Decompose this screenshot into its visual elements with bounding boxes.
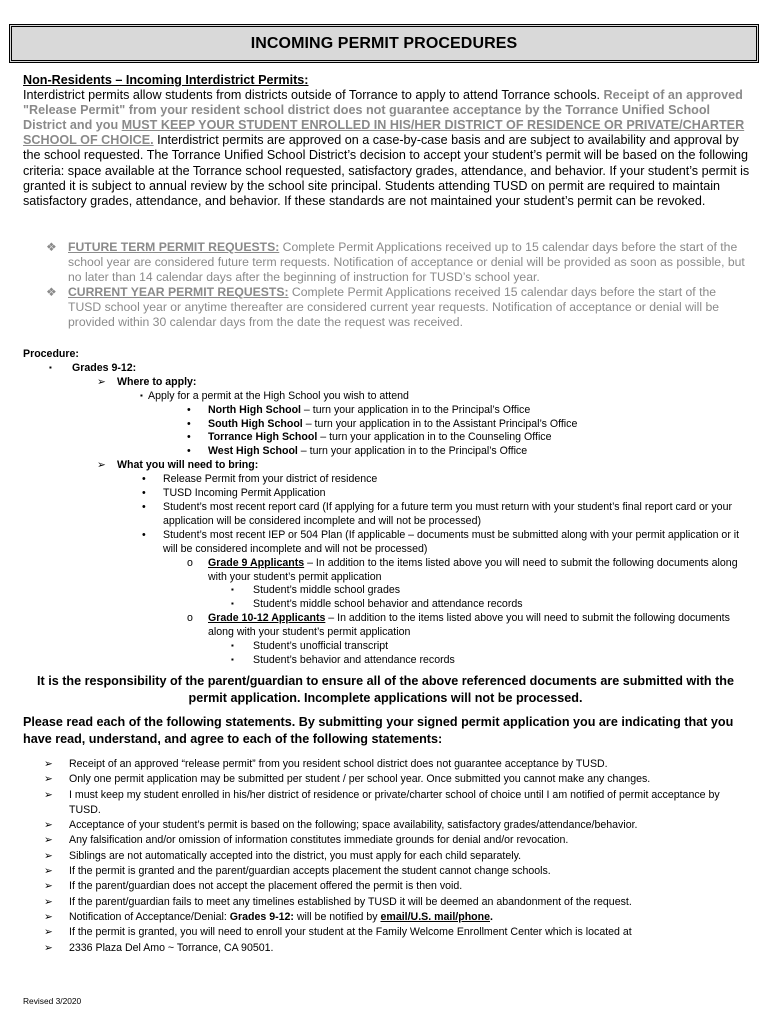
statement bbox=[23, 772, 753, 787]
intro-heading: Non-Residents – Incoming Interdistrict Permits: bbox=[23, 73, 309, 87]
school-west bbox=[23, 445, 753, 459]
bring-row bbox=[23, 459, 753, 473]
statement bbox=[23, 757, 753, 772]
future-term-label: FUTURE TERM PERMIT REQUESTS: bbox=[68, 240, 280, 254]
arrow-bullet-icon: ➢ bbox=[44, 926, 53, 939]
arrow-bullet-icon: ➢ bbox=[44, 941, 53, 954]
page-title: INCOMING PERMIT PROCEDURES bbox=[250, 35, 518, 52]
where-label: Where to apply: bbox=[117, 375, 197, 388]
grade9-item bbox=[23, 584, 753, 598]
school-name: South High School bbox=[208, 417, 303, 430]
diamond-bullet-icon: ❖ bbox=[46, 285, 57, 300]
where-row bbox=[23, 376, 753, 390]
grade9-item-text: Student’s middle school grades bbox=[253, 584, 401, 597]
school-instructions: – turn your application in to the Counseling Office bbox=[317, 431, 552, 444]
school-name: West High School bbox=[208, 445, 298, 458]
statement bbox=[23, 895, 753, 910]
school-torrance bbox=[23, 431, 753, 445]
statement-text: Receipt of an approved “release permit” from you resident school district does not guarantee acceptance by TUSD. bbox=[69, 758, 608, 770]
arrow-bullet-icon: ➢ bbox=[44, 865, 53, 878]
dot-bullet-icon: • bbox=[142, 487, 146, 500]
arrow-bullet-icon: ➢ bbox=[44, 819, 53, 832]
statement-text: If the permit is granted and the parent/guardian accepts placement the student cannot change schools. bbox=[69, 865, 551, 878]
grades-label: Grades 9-12: bbox=[72, 361, 137, 374]
intro-paragraph bbox=[23, 88, 751, 209]
please-read-notice: Please read each of the following statements. By submitting your signed permit application you are indicating that you have read, understand, and agree to each of the following statements: bbox=[23, 715, 734, 746]
bring-item-text: Release Permit from your district of residence bbox=[163, 473, 378, 486]
grade9-row bbox=[23, 557, 753, 585]
school-name: Torrance High School bbox=[208, 431, 318, 444]
current-year-request bbox=[46, 285, 746, 330]
square-bullet-icon: ▪ bbox=[140, 390, 143, 400]
bring-item-text: Student’s most recent report card (If applying for a future term you must return with your student’s final report card or your application will be considered incomplete and will not be processed) bbox=[163, 500, 732, 527]
bring-item bbox=[23, 501, 753, 529]
statement bbox=[23, 818, 753, 833]
dot-bullet-icon: • bbox=[187, 417, 191, 430]
intro-text-1: Interdistrict permits allow students from districts outside of Torrance to apply to attend Torrance schools. bbox=[23, 88, 601, 103]
arrow-bullet-icon: ➢ bbox=[44, 773, 53, 786]
procedure-section bbox=[23, 348, 753, 668]
statement-text: If the permit is granted, you will need to enroll your student at the Family Welcome Enrollment Center which is located at bbox=[69, 926, 632, 939]
grade1012-item-text: Student’s unofficial transcript bbox=[253, 640, 389, 653]
school-instructions: – turn your application in to the Assistant Principal’s Office bbox=[302, 417, 578, 430]
procedure-heading: Procedure: bbox=[23, 348, 79, 360]
statement-address bbox=[23, 941, 753, 956]
bring-item bbox=[23, 473, 753, 487]
title-box bbox=[9, 24, 759, 63]
statement bbox=[23, 788, 753, 819]
bring-item-text: Student’s most recent IEP or 504 Plan (If applicable – documents must be submitted along with your permit application or it will be considered incomplete and will not be processed) bbox=[163, 528, 740, 555]
statement bbox=[23, 925, 753, 940]
arrow-bullet-icon: ➢ bbox=[44, 834, 53, 847]
grade9-item-text: Student’s middle school behavior and attendance records bbox=[253, 598, 523, 611]
bring-item bbox=[23, 487, 753, 501]
statements-list bbox=[23, 757, 753, 956]
statement-notification bbox=[23, 910, 753, 925]
bring-item bbox=[23, 529, 753, 557]
diamond-bullet-icon: ❖ bbox=[46, 240, 57, 254]
square-bullet-icon: ▪ bbox=[49, 362, 52, 372]
statement bbox=[23, 864, 753, 879]
statement-text: Siblings are not automatically accepted into the district, you must apply for each child separately. bbox=[69, 849, 522, 862]
grades-row bbox=[23, 362, 753, 376]
square-bullet-icon: ▪ bbox=[231, 585, 234, 595]
grade1012-item bbox=[23, 640, 753, 654]
arrow-bullet-icon: ➢ bbox=[97, 459, 106, 472]
dot-bullet-icon: • bbox=[142, 473, 146, 486]
arrow-bullet-icon: ➢ bbox=[44, 849, 53, 862]
responsibility-notice: It is the responsibility of the parent/guardian to ensure all of the above referenced documents are submitted with the permit application. Incomplete applications will not be processed. bbox=[37, 674, 734, 705]
statement-text: Only one permit application may be submitted per student / per school year. Once submitted you cannot make any changes. bbox=[69, 773, 651, 786]
dot-bullet-icon: • bbox=[187, 431, 191, 444]
future-term-request bbox=[46, 240, 746, 285]
statement-text: Acceptance of your student’s permit is based on the following; space availability, satisfactory grades/attendance/behavior. bbox=[69, 819, 638, 832]
current-year-label: CURRENT YEAR PERMIT REQUESTS: bbox=[68, 285, 289, 300]
apply-row bbox=[23, 390, 753, 404]
statement-text: If the parent/guardian does not accept the placement offered the permit is then void. bbox=[69, 880, 463, 893]
arrow-bullet-icon: ➢ bbox=[44, 788, 53, 801]
intro-gray-bold: Receipt of an approved "Release Permit" from your resident school district does not guarantee acceptance by the Torrance Unified School District and you bbox=[23, 88, 743, 133]
arrow-bullet-icon: ➢ bbox=[44, 910, 53, 923]
bring-label: What you will need to bring: bbox=[117, 459, 259, 472]
grade1012-item-text: Student’s behavior and attendance records bbox=[253, 653, 455, 666]
dot-bullet-icon: • bbox=[187, 403, 191, 416]
notification-middle: will be notified by bbox=[293, 910, 381, 923]
grade1012-text: – In addition to the items listed above you will need to submit the following documents along with your student’s permit application bbox=[208, 612, 730, 639]
notification-grades: Grades 9-12: bbox=[229, 910, 294, 923]
dot-bullet-icon: • bbox=[142, 528, 146, 541]
dot-bullet-icon: • bbox=[142, 500, 146, 513]
future-term-text: Complete Permit Applications received up to 15 calendar days before the start of the school year are considered future term requests. Notification of acceptance or denial will be provided as soon as possible, but no later than 14 calendar days after the beginning of instruction for TUSD’s school year. bbox=[68, 240, 745, 285]
dot-bullet-icon: • bbox=[187, 445, 191, 458]
statement-text: I must keep my student enrolled in his/her district of residence or private/charter school of choice until I am notified of permit acceptance by TUSD. bbox=[69, 788, 720, 816]
grade1012-row bbox=[23, 612, 753, 640]
intro-gray-underline: MUST KEEP YOUR STUDENT ENROLLED IN HIS/HER DISTRICT OF RESIDENCE OR PRIVATE/CHARTER SCHOOL OF CHOICE. bbox=[23, 118, 745, 148]
school-south bbox=[23, 418, 753, 432]
bring-item-text: TUSD Incoming Permit Application bbox=[163, 487, 326, 500]
circle-bullet-icon: o bbox=[187, 556, 193, 569]
address-text: 2336 Plaza Del Amo ~ Torrance, CA 90501. bbox=[69, 941, 274, 954]
arrow-bullet-icon: ➢ bbox=[44, 880, 53, 893]
notification-end: . bbox=[490, 910, 493, 923]
grade9-text: – In addition to the items listed above you will need to submit the following documents along with your student’s permit application bbox=[208, 556, 738, 583]
school-name: North High School bbox=[208, 403, 301, 416]
intro-text-2: Interdistrict permits are approved on a case-by-case basis and are subject to availability and approval by the school requested. The Torrance Unified School District’s decision to accept your student’s permit will be based on the following criteria: space available at the Torrance school requested, satisfactory grades, attendance, and behavior. If your student’s permit is granted it is subject to annual review by the school site principal. Students attending TUSD on permit are required to maintain satisfactory grades, attendance, and behavior. If these standards are not maintained your student’s permit can be revoked. bbox=[23, 133, 750, 208]
grade1012-item bbox=[23, 654, 753, 668]
revision-date: Revised 3/2020 bbox=[23, 996, 82, 1006]
statement-text: If the parent/guardian fails to meet any timelines established by TUSD it will be deemed an abandonment of the request. bbox=[69, 895, 632, 908]
statement bbox=[23, 833, 753, 848]
intro-section bbox=[23, 73, 751, 209]
arrow-bullet-icon: ➢ bbox=[44, 758, 53, 770]
square-bullet-icon: ▪ bbox=[231, 654, 234, 664]
grade1012-label: Grade 10-12 Applicants bbox=[208, 612, 326, 625]
request-types bbox=[46, 240, 746, 331]
school-instructions: – turn your application in to the Principal’s Office bbox=[300, 403, 531, 416]
arrow-bullet-icon: ➢ bbox=[97, 375, 106, 388]
school-north bbox=[23, 404, 753, 418]
circle-bullet-icon: o bbox=[187, 612, 193, 625]
grade9-label: Grade 9 Applicants bbox=[208, 556, 305, 569]
square-bullet-icon: ▪ bbox=[231, 599, 234, 609]
apply-text: Apply for a permit at the High School you wish to attend bbox=[148, 389, 409, 402]
arrow-bullet-icon: ➢ bbox=[44, 895, 53, 908]
grade9-item bbox=[23, 598, 753, 612]
current-year-text: Complete Permit Applications received 15 calendar days before the start of the TUSD school year or anytime thereafter are considered current year requests. Notification of acceptance or denial will be provided within 30 calendar days from the date the request was received. bbox=[68, 285, 719, 330]
square-bullet-icon: ▪ bbox=[231, 641, 234, 651]
notification-prefix: Notification of Acceptance/Denial: bbox=[69, 910, 230, 923]
statement bbox=[23, 849, 753, 864]
statement bbox=[23, 879, 753, 894]
notification-method: email/U.S. mail/phone bbox=[380, 910, 491, 923]
school-instructions: – turn your application in to the Principal’s Office bbox=[297, 445, 528, 458]
statement-text: Any falsification and/or omission of information constitutes immediate grounds for denial and/or revocation. bbox=[69, 834, 569, 847]
